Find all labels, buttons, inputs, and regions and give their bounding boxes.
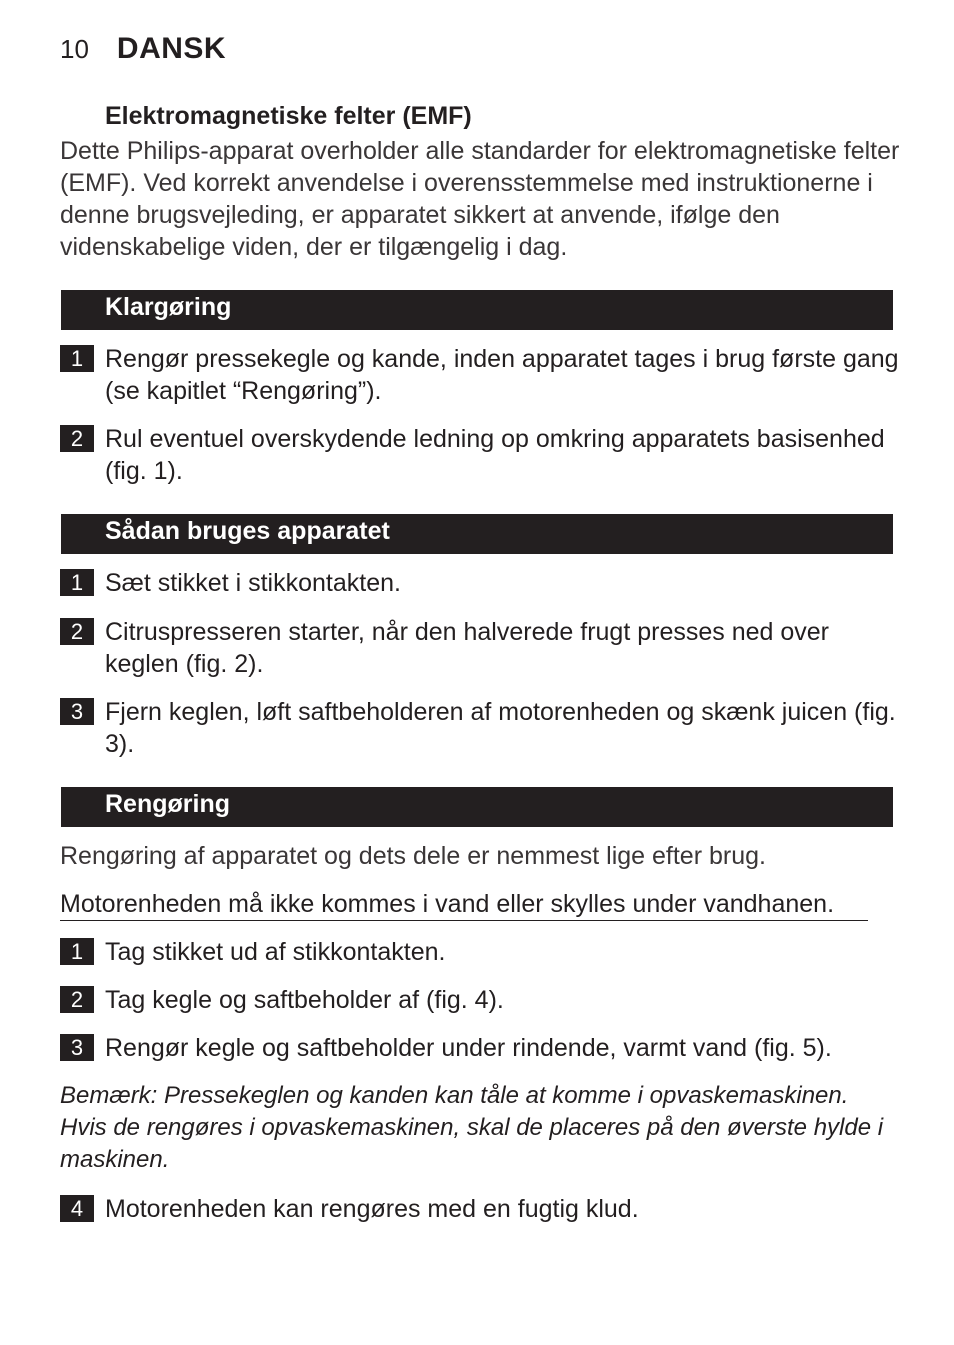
step-number-badge: 2 (60, 425, 94, 452)
section-header-klargoring (61, 290, 893, 330)
step-number-badge: 3 (60, 698, 94, 725)
section-title: Sådan bruges apparatet (105, 517, 390, 545)
step-text: Tag stikket ud af stikkontakten. (105, 938, 446, 966)
section-header-rengoring (61, 787, 893, 827)
emf-paragraph: Dette Philips-apparat overholder alle standarder for elektromagnetiske felter (EMF). Ved korrekt anvendelse i overensstemmelse med instruktionerne i denne brugsvejleding, er apparatet sikkert at anvende, ifølge den videnskabelige viden, der er tilgængelig i dag. (60, 137, 900, 261)
step-number-badge: 1 (60, 938, 94, 965)
page-number: 10 (60, 34, 89, 64)
step-number-badge: 1 (60, 569, 94, 596)
note-text: Bemærk: Pressekeglen og kanden kan tåle at komme i opvaskemaskinen. Hvis de rengøres i opvaskemaskinen, skal de placeres på den øverste hylde i maskinen. (60, 1082, 884, 1173)
step-text: Rengør pressekegle og kande, inden apparatet tages i brug første gang (se kapitlet “Rengøring”). (105, 345, 899, 405)
step-text: Citruspresseren starter, når den halverede frugt presses ned over keglen (fig. 2). (105, 618, 829, 678)
step-text: Tag kegle og saftbeholder af (fig. 4). (105, 986, 504, 1014)
rengoring-intro: Rengøring af apparatet og dets dele er nemmest lige efter brug. (60, 842, 766, 870)
step-text: Fjern keglen, løft saftbeholderen af motorenheden og skænk juicen (fig. 3). (105, 698, 896, 758)
language-title: DANSK (116, 32, 227, 65)
step-text: Motorenheden kan rengøres med en fugtig klud. (105, 1195, 639, 1223)
step-number-badge: 2 (60, 618, 94, 645)
section-header-sadan (61, 514, 893, 554)
warning-text: Motorenheden må ikke kommes i vand eller skylles under vandhanen. (60, 888, 868, 921)
step-text: Rengør kegle og saftbeholder under rindende, varmt vand (fig. 5). (105, 1034, 832, 1062)
step-number-badge: 1 (60, 345, 94, 372)
step-text: Sæt stikket i stikkontakten. (105, 569, 401, 597)
section-title: Rengøring (105, 790, 230, 818)
section-title: Klargøring (105, 293, 232, 321)
step-text: Rul eventuel overskydende ledning op omkring apparatets basisenhed (fig. 1). (105, 425, 885, 485)
emf-heading: Elektromagnetiske felter (EMF) (105, 102, 472, 130)
step-number-badge: 2 (60, 986, 94, 1013)
step-number-badge: 4 (60, 1195, 94, 1222)
page-header (60, 32, 226, 72)
step-number-badge: 3 (60, 1034, 94, 1061)
